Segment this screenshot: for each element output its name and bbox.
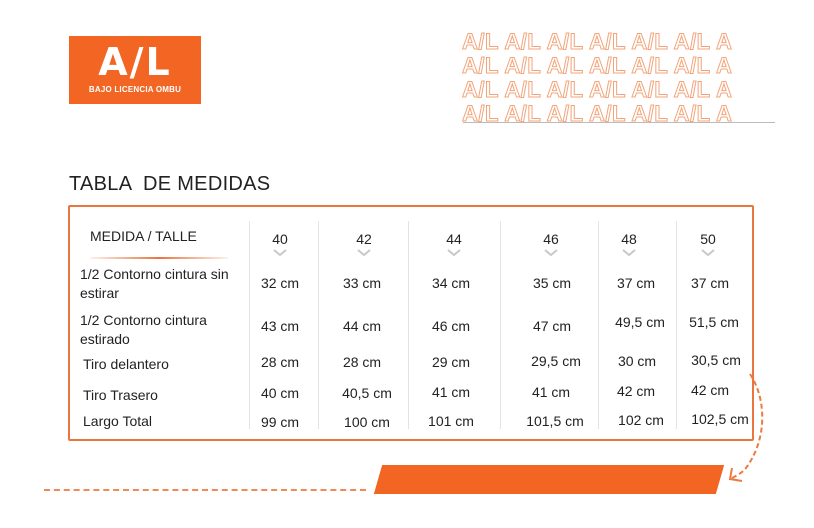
- cell-value: 30 cm: [617, 353, 657, 369]
- chevron-down-icon: [701, 249, 715, 257]
- dashed-divider: [44, 489, 366, 491]
- size-header-42: 42: [356, 231, 372, 247]
- cell-value: 28 cm: [260, 354, 300, 370]
- column-divider: [500, 221, 501, 429]
- row-label-largo-total: Largo Total: [83, 413, 153, 429]
- row-label-tiro-trasero: Tiro Trasero: [83, 387, 158, 403]
- cell-value: 35 cm: [532, 275, 572, 291]
- size-header-48: 48: [621, 231, 637, 247]
- size-header-40: 40: [272, 231, 288, 247]
- cell-value: 32 cm: [260, 275, 300, 291]
- cell-value: 29 cm: [431, 354, 471, 370]
- cell-value: 41 cm: [431, 384, 471, 400]
- size-header-44: 44: [446, 231, 462, 247]
- size-header-50: 50: [700, 231, 716, 247]
- cell-value: 37 cm: [616, 275, 656, 291]
- cell-value: 46 cm: [431, 318, 471, 334]
- pattern-underline: [463, 122, 775, 123]
- cell-value: 100 cm: [344, 414, 390, 430]
- header-label: MEDIDA / TALLE: [90, 228, 197, 244]
- chevron-down-icon: [622, 249, 636, 257]
- size-header-46: 46: [543, 231, 559, 247]
- cell-value: 40,5 cm: [342, 385, 392, 401]
- row-label-line: estirar: [80, 285, 119, 301]
- chevron-down-icon: [357, 249, 371, 257]
- cell-value: 41 cm: [531, 384, 571, 400]
- row-label-line: 1/2 Contorno cintura: [80, 312, 207, 328]
- accent-bar: [374, 465, 724, 494]
- brand-pattern: [462, 30, 782, 126]
- row-label-line: 1/2 Contorno cintura sin: [80, 266, 229, 282]
- cell-value: 42 cm: [690, 382, 730, 398]
- cell-value: 28 cm: [342, 354, 382, 370]
- row-label-contorno-sin-estirar: [80, 265, 229, 303]
- cell-value: 42 cm: [616, 383, 656, 399]
- column-divider: [408, 221, 409, 429]
- cell-value: 33 cm: [342, 275, 382, 291]
- cell-value: 101 cm: [428, 413, 474, 429]
- pattern-row: A/L A/L A/L A/L A/L A/L A: [462, 78, 733, 102]
- cell-value: 47 cm: [532, 318, 572, 334]
- chevron-down-icon: [544, 249, 558, 257]
- cell-value: 99 cm: [260, 414, 300, 430]
- header-underline: [90, 257, 228, 259]
- cell-value: 34 cm: [431, 275, 471, 291]
- cell-value: 40 cm: [260, 385, 300, 401]
- pattern-row: A/L A/L A/L A/L A/L A/L A: [462, 30, 733, 54]
- cell-value: 43 cm: [260, 318, 300, 334]
- logo-subtitle: BAJO LICENCIA OMBU: [88, 85, 182, 94]
- cell-value: 102 cm: [618, 412, 664, 428]
- page-title: TABLA DE MEDIDAS: [69, 173, 271, 195]
- cell-value: 29,5 cm: [531, 353, 581, 369]
- cell-value: 102,5 cm: [691, 411, 749, 427]
- brand-logo: [69, 36, 201, 104]
- cell-value: 30,5 cm: [691, 352, 741, 368]
- pattern-row: A/L A/L A/L A/L A/L A/L A: [462, 54, 733, 78]
- row-label-tiro-delantero: Tiro delantero: [83, 356, 169, 372]
- cell-value: 101,5 cm: [526, 413, 584, 429]
- pattern-row: A/L A/L A/L A/L A/L A/L A: [462, 102, 733, 126]
- cell-value: 37 cm: [690, 275, 730, 291]
- curved-arrow-icon: [720, 372, 770, 486]
- cell-value: 49,5 cm: [615, 314, 665, 330]
- row-label-contorno-estirado: [80, 311, 207, 349]
- chevron-down-icon: [273, 249, 287, 257]
- cell-value: 51,5 cm: [689, 314, 739, 330]
- row-label-line: estirado: [80, 331, 130, 347]
- logo-mark: A/L: [98, 40, 172, 84]
- chevron-down-icon: [447, 249, 461, 257]
- cell-value: 44 cm: [342, 318, 382, 334]
